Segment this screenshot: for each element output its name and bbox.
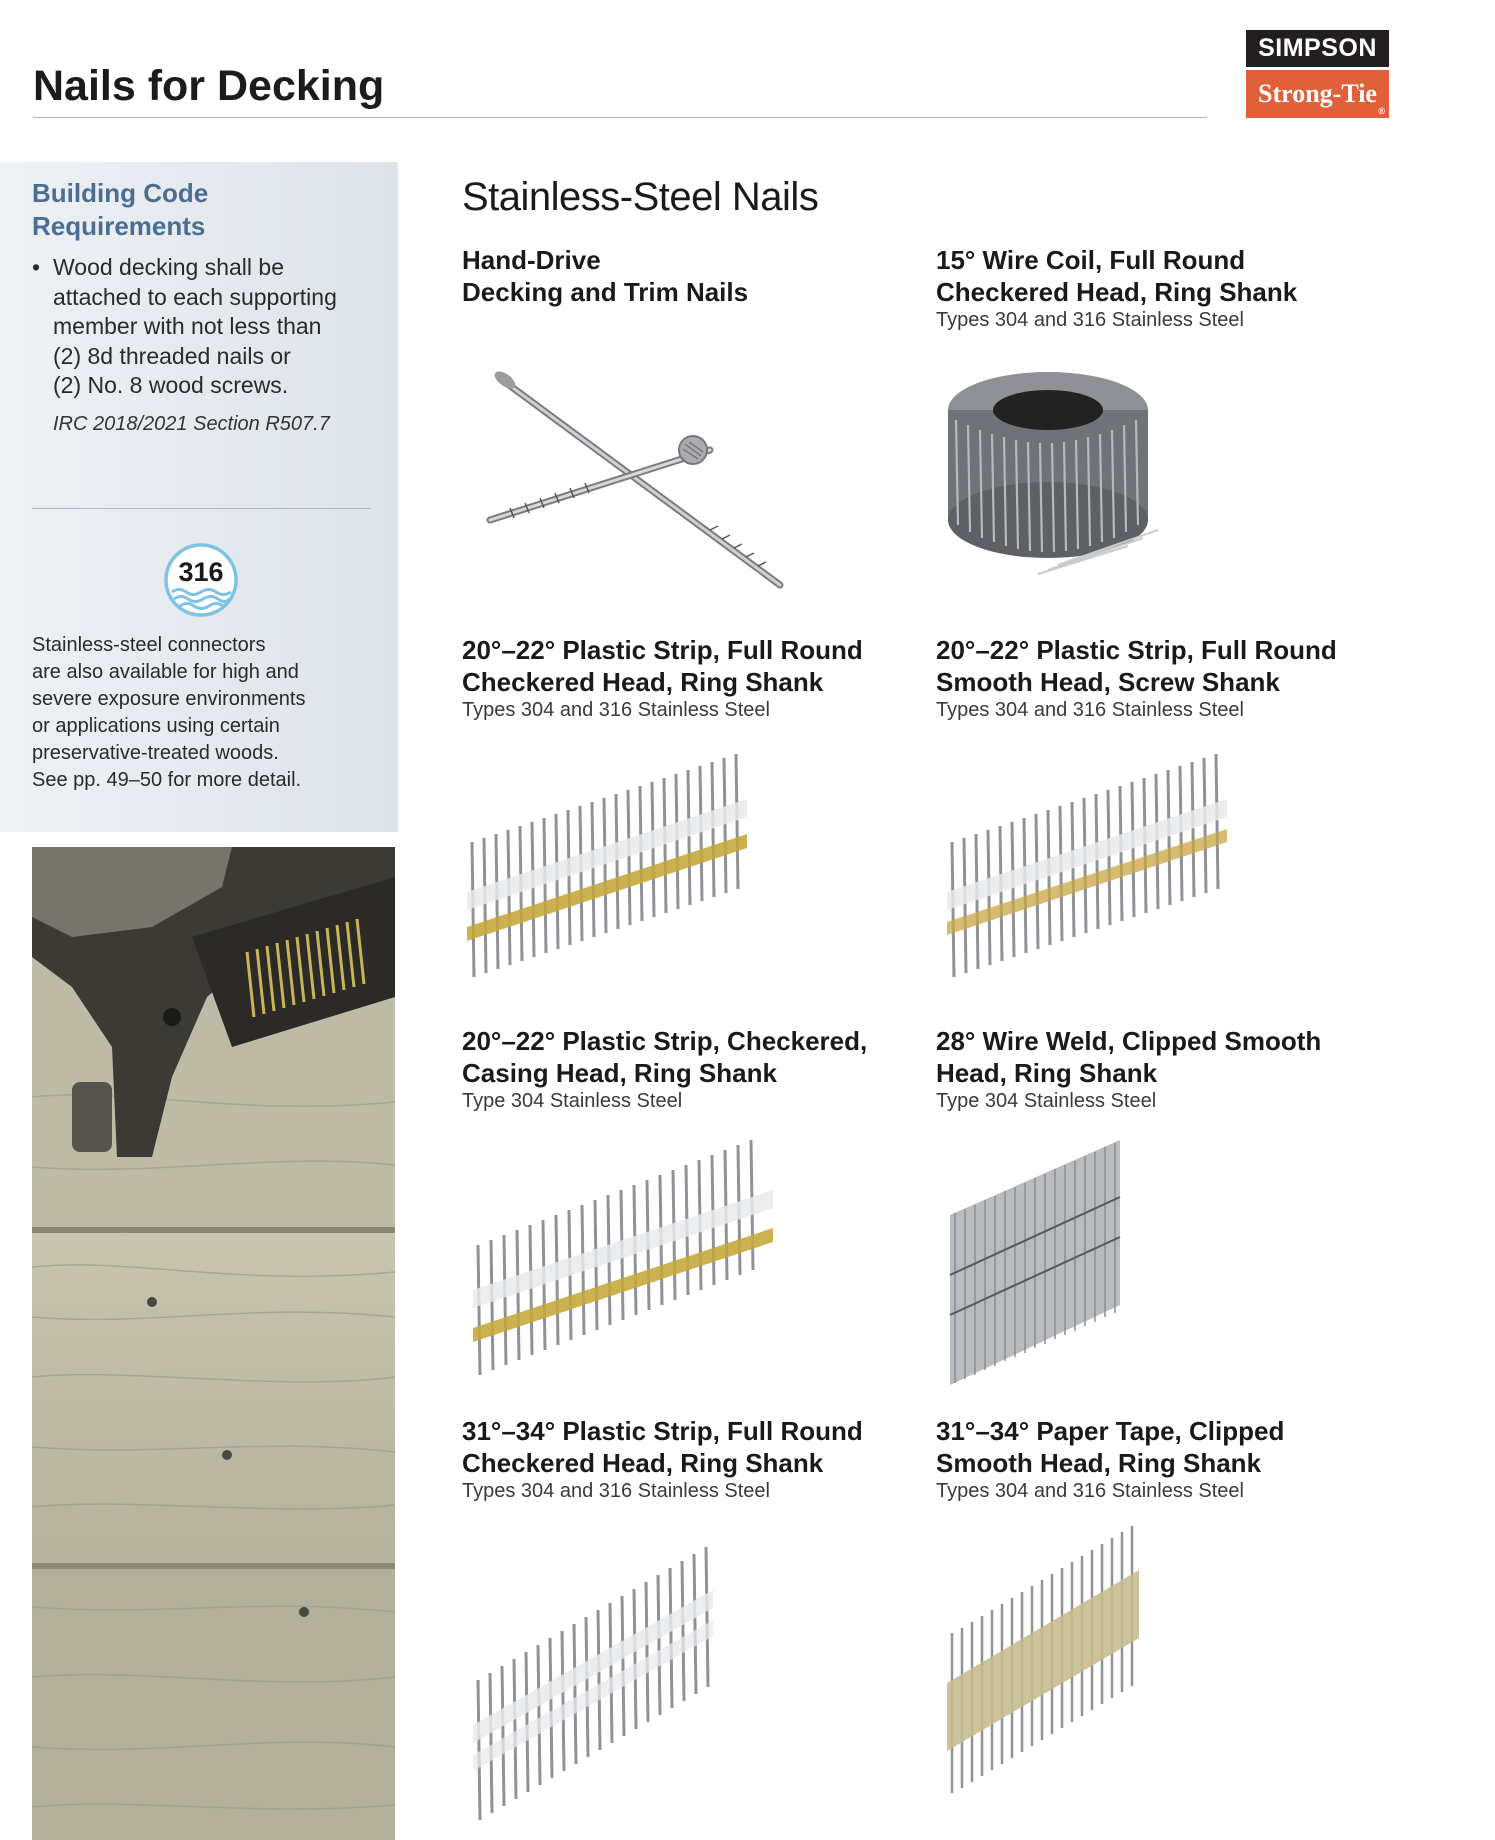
- wire-coil-nails-image: [938, 360, 1158, 590]
- product-title: [936, 244, 1376, 308]
- note-line: are also available for high and: [32, 661, 299, 683]
- code-requirement-bullet: [32, 253, 383, 401]
- plastic-strip-checkered-ring-image: [462, 742, 752, 982]
- heading-line-1: Building Code: [32, 178, 209, 208]
- title-line-2: Smooth Head, Ring Shank: [936, 1448, 1262, 1478]
- title-line-2: Casing Head, Ring Shank: [462, 1058, 777, 1088]
- logo-wordmark-strong-tie: [1246, 70, 1389, 118]
- title-line-2: Checkered Head, Ring Shank: [936, 277, 1298, 307]
- product-title: [462, 1025, 902, 1089]
- bullet-line: attached to each supporting: [53, 283, 337, 310]
- title-line-1: 31°–34° Plastic Strip, Full Round: [462, 1416, 863, 1446]
- stainless-note: [32, 632, 372, 794]
- product-wire-weld-clipped: [936, 1025, 1376, 1113]
- logo-wordmark-simpson: SIMPSON: [1246, 30, 1389, 67]
- title-line-2: Checkered Head, Ring Shank: [462, 1448, 824, 1478]
- product-material: Type 304 Stainless Steel: [936, 1090, 1157, 1112]
- note-line: Stainless-steel connectors: [32, 634, 266, 656]
- product-plastic-strip-casing-ring: [462, 1025, 902, 1113]
- bullet-line: Wood decking shall be: [53, 254, 284, 280]
- bullet-dot-icon: •: [32, 254, 41, 280]
- bullet-line: member with not less than: [53, 313, 322, 339]
- title-divider: [33, 117, 1207, 118]
- title-line-1: 20°–22° Plastic Strip, Full Round: [462, 635, 863, 665]
- product-material: Types 304 and 316 Stainless Steel: [936, 1480, 1244, 1502]
- page-title: Nails for Decking: [33, 62, 385, 110]
- bullet-line: (2) 8d threaded nails or: [53, 342, 291, 369]
- note-line: or applications using certain: [32, 715, 280, 737]
- plastic-strip-31-34-image: [468, 1530, 718, 1825]
- title-line-1: 15° Wire Coil, Full Round: [936, 245, 1246, 275]
- product-title: [936, 634, 1376, 698]
- product-title: [462, 244, 902, 308]
- product-title: [462, 634, 902, 698]
- wire-weld-clipped-image: [945, 1135, 1125, 1390]
- section-title: Stainless-Steel Nails: [462, 175, 819, 219]
- note-line: preservative-treated woods.: [32, 742, 279, 764]
- simpson-strong-tie-logo: [1246, 30, 1389, 118]
- title-line-1: 20°–22° Plastic Strip, Full Round: [936, 635, 1337, 665]
- registered-mark: ®: [1378, 106, 1385, 116]
- product-wire-coil-nails: [936, 244, 1376, 332]
- product-paper-tape-31-34: [936, 1415, 1376, 1503]
- deck-nailing-photo: [32, 847, 395, 1840]
- sidebar-divider: [32, 508, 371, 509]
- product-material: Types 304 and 316 Stainless Steel: [936, 309, 1244, 331]
- product-material: Types 304 and 316 Stainless Steel: [462, 1480, 770, 1502]
- product-title: [936, 1025, 1376, 1089]
- product-title: [462, 1415, 902, 1479]
- stainless-316-badge-icon: [163, 542, 239, 618]
- plastic-strip-smooth-screw-image: [942, 742, 1232, 982]
- code-citation: IRC 2018/2021 Section R507.7: [53, 413, 330, 435]
- title-line-1: Hand-Drive: [462, 245, 601, 275]
- logo-strong-tie-text: Strong-Tie: [1258, 79, 1377, 108]
- product-hand-drive-nails: [462, 244, 902, 308]
- product-plastic-strip-31-34: [462, 1415, 902, 1503]
- note-line: severe exposure environments: [32, 688, 306, 710]
- building-code-heading: [32, 177, 372, 243]
- product-plastic-strip-checkered-ring: [462, 634, 902, 722]
- title-line-2: Head, Ring Shank: [936, 1058, 1158, 1088]
- product-material: Types 304 and 316 Stainless Steel: [462, 699, 770, 721]
- title-line-2: Smooth Head, Screw Shank: [936, 667, 1280, 697]
- title-line-1: 28° Wire Weld, Clipped Smooth: [936, 1026, 1322, 1056]
- title-line-1: 31°–34° Paper Tape, Clipped: [936, 1416, 1285, 1446]
- title-line-2: Checkered Head, Ring Shank: [462, 667, 824, 697]
- title-line-2: Decking and Trim Nails: [462, 277, 749, 307]
- hand-drive-nails-image: [480, 360, 800, 600]
- plastic-strip-casing-ring-image: [468, 1130, 778, 1380]
- note-line: See pp. 49–50 for more detail.: [32, 769, 302, 791]
- badge-number: 316: [178, 557, 224, 587]
- product-title: [936, 1415, 1376, 1479]
- heading-line-2: Requirements: [32, 211, 206, 241]
- product-material: Type 304 Stainless Steel: [462, 1090, 683, 1112]
- product-material: Types 304 and 316 Stainless Steel: [936, 699, 1244, 721]
- paper-tape-31-34-image: [944, 1518, 1144, 1798]
- title-line-1: 20°–22° Plastic Strip, Checkered,: [462, 1026, 868, 1056]
- bullet-line: (2) No. 8 wood screws.: [53, 372, 289, 398]
- product-plastic-strip-smooth-screw: [936, 634, 1376, 722]
